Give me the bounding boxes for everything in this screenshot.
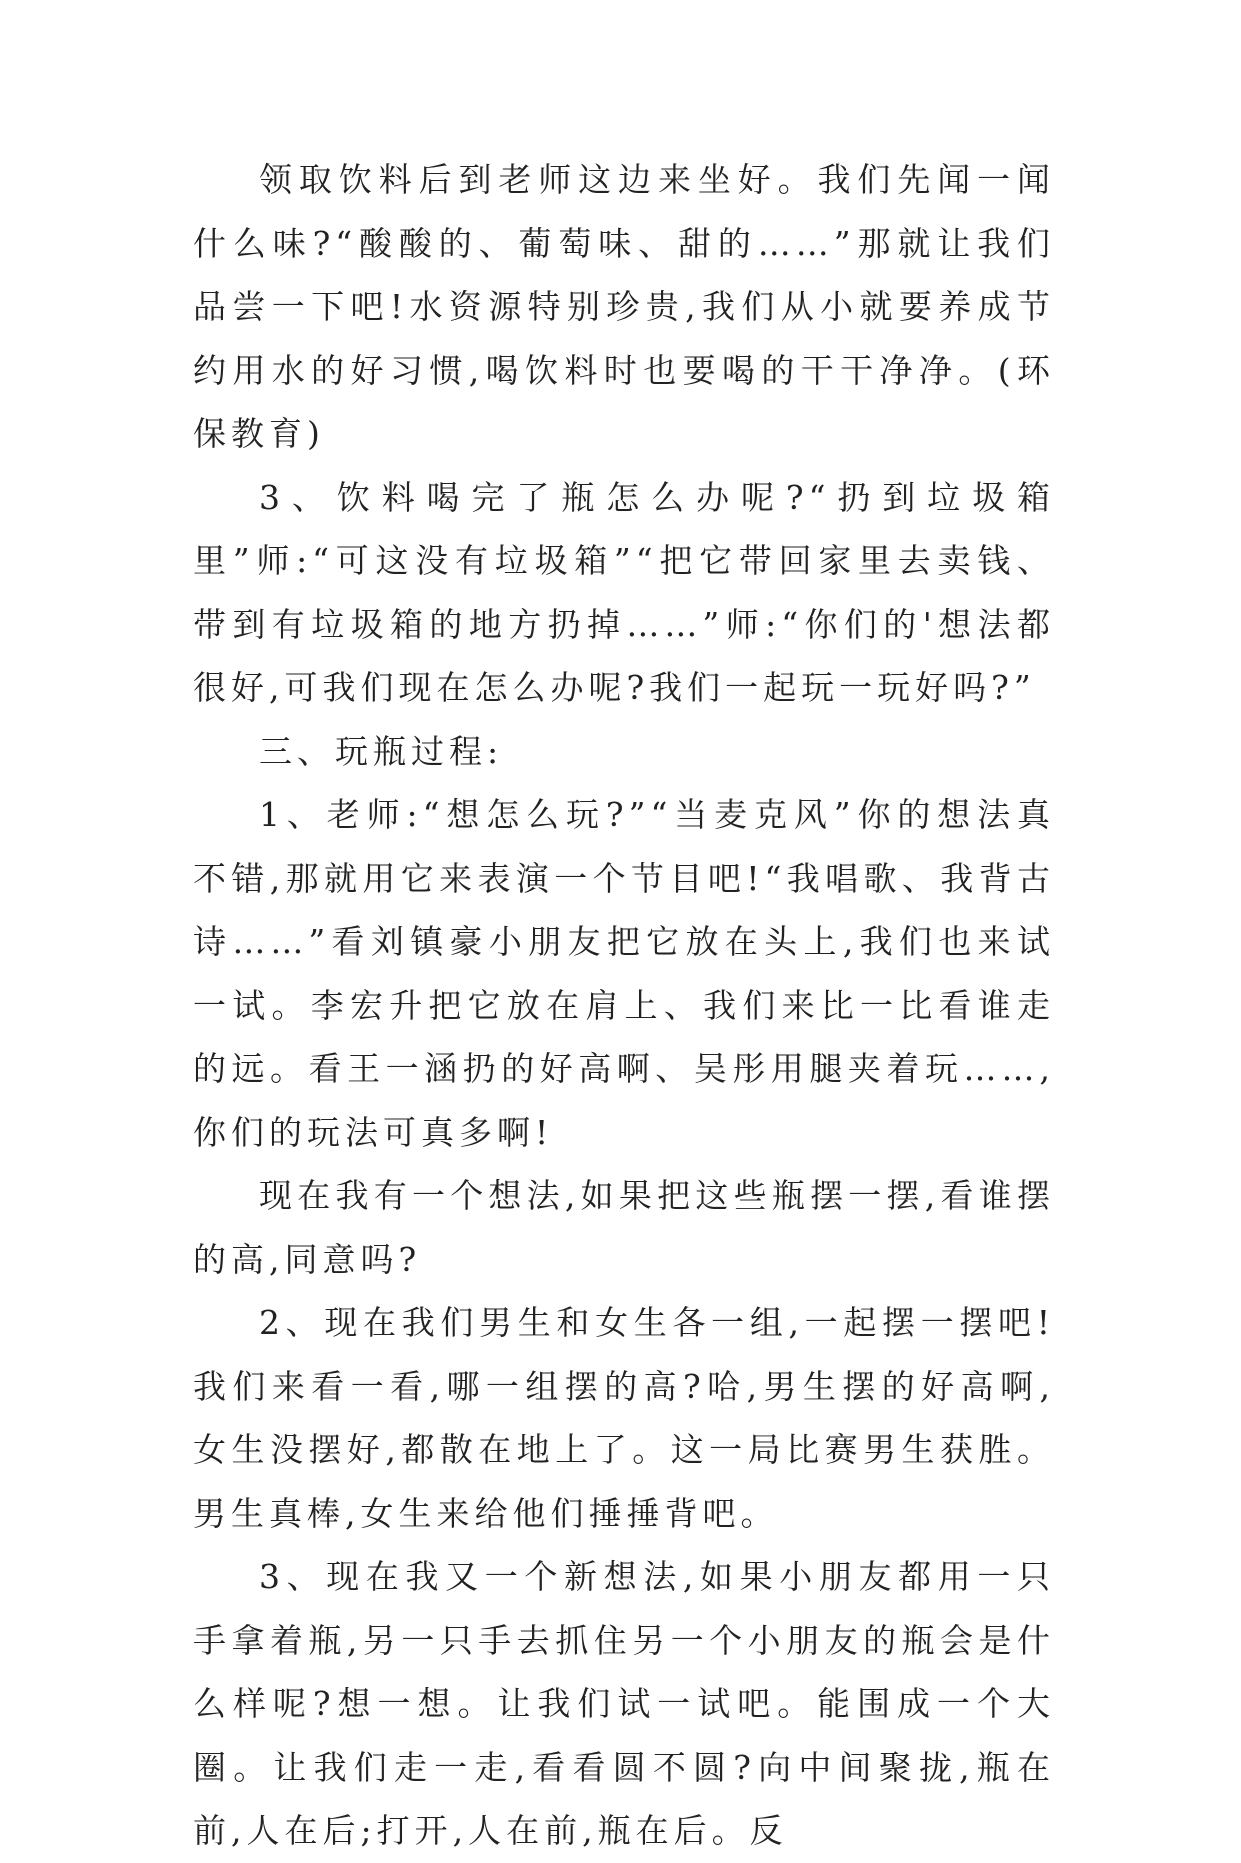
paragraph-1: 领取饮料后到老师这边来坐好。我们先闻一闻什么味?“酸酸的、葡萄味、甜的……”那就让我们品尝一下吧!水资源特别珍贵,我们从小就要养成节约用水的好习惯,喝饮料时也要喝的干干净净。(环保教育) <box>193 160 1055 453</box>
paragraph-4: 1、老师:“想怎么玩?”“当麦克风”你的想法真不错,那就用它来表演一个节目吧!“我唱歌、我背古诗……”看刘镇豪小朋友把它放在头上,我们也来试一试。李宏升把它放在肩上、我们来比一比看谁走的远。看王一涵扔的好高啊、吴彤用腿夹着玩……,你们的玩法可真多啊! <box>193 795 1055 1152</box>
paragraph-3: 三、玩瓶过程: <box>259 731 504 771</box>
paragraph-6: 2、现在我们男生和女生各一组,一起摆一摆吧!我们来看一看,哪一组摆的高?哈,男生摆的好高啊,女生没摆好,都散在地上了。这一局比赛男生获胜。男生真棒,女生来给他们捶捶背吧。 <box>193 1303 1055 1533</box>
paragraph-5: 现在我有一个想法,如果把这些瓶摆一摆,看谁摆的高,同意吗? <box>193 1176 1055 1279</box>
paragraph-7: 3、现在我又一个新想法,如果小朋友都用一只手拿着瓶,另一只手去抓住另一个小朋友的瓶会是什么样呢?想一想。让我们试一试吧。能围成一个大圈。让我们走一走,看看圆不圆?向中间聚拢,瓶在前,人在后;打开,人在前,瓶在后。反 <box>193 1557 1056 1850</box>
paragraph-2: 3、饮料喝完了瓶怎么办呢?“扔到垃圾箱里”师:“可这没有垃圾箱”“把它带回家里去卖钱、带到有垃圾箱的地方扔掉……”师:“你们的'想法都很好,可我们现在怎么办呢?我们一起玩一玩好吗?” <box>193 477 1055 707</box>
document-body <box>193 148 1055 1863</box>
